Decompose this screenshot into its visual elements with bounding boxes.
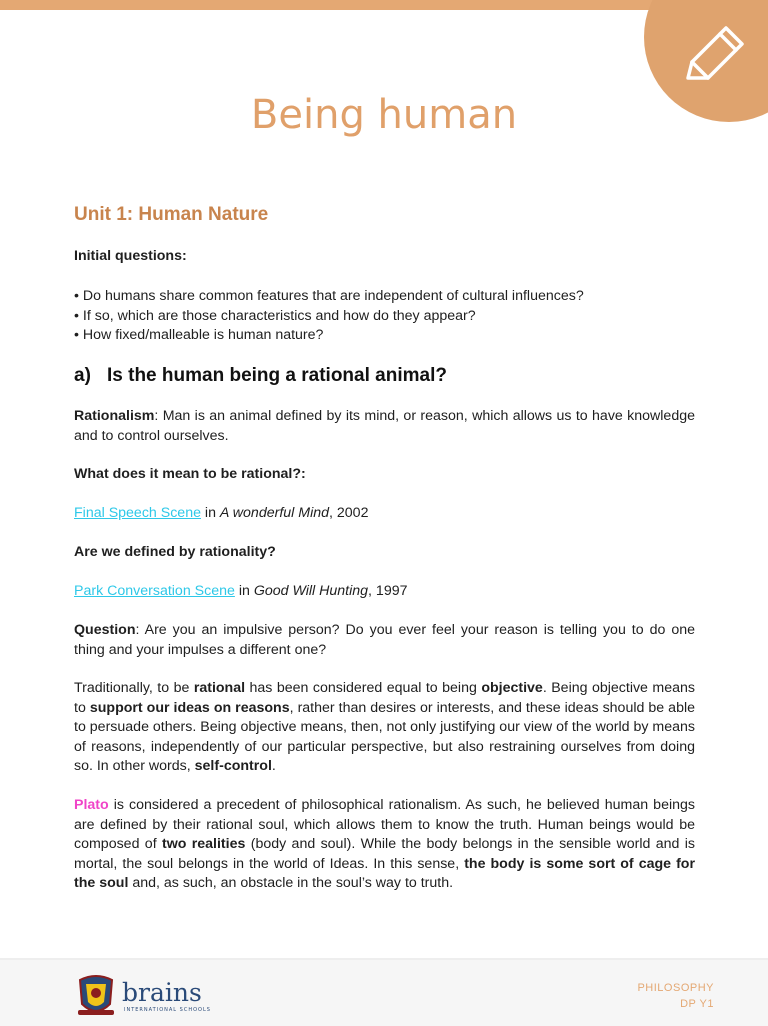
plato-name: Plato xyxy=(74,797,109,813)
list-item: • Do humans share common features that are independent of cultural influences? xyxy=(74,288,584,304)
logo-subtitle: INTERNATIONAL SCHOOLS xyxy=(124,1007,211,1013)
school-crest-icon xyxy=(74,974,118,1018)
rationalism-text: : Man is an animal defined by its mind, or reason, which allows us to have knowledge and to control ourselves. xyxy=(74,408,695,444)
link-connector: in xyxy=(200,505,220,521)
paragraph-text: (body and soul). While the body belongs in the sensible world and is mortal, the soul belongs in the world of Ideas. In this sense, xyxy=(74,836,695,872)
question-paragraph xyxy=(74,621,695,660)
question-label: Question xyxy=(74,622,136,638)
paragraph-text: . xyxy=(271,758,276,774)
pencil-icon xyxy=(682,22,754,94)
subject-label: PHILOSOPHY xyxy=(637,982,714,994)
initial-questions-label: Initial questions: xyxy=(74,248,187,264)
initial-questions-list xyxy=(74,287,695,346)
list-item: • How fixed/malleable is human nature? xyxy=(74,327,324,343)
link-connector: in xyxy=(234,583,254,599)
paragraph-text: and, as such, an obstacle in the soul’s way to truth. xyxy=(128,875,454,891)
rationalism-term: Rationalism xyxy=(74,408,155,424)
page-title: Being human xyxy=(250,92,518,138)
course-label xyxy=(637,980,714,1012)
paragraph-text: Traditionally, to be xyxy=(74,680,194,696)
level-label: DP Y1 xyxy=(680,998,714,1010)
paragraph-text: , rather than desires or interests, and these ideas should be able to persuade others. Being objective means, then, not only justifying our view of the world by means of reasons, independently of our particular perspective, but also restraining ourselves from doing so. In other words, xyxy=(74,699,696,774)
emphasis-rational: rational xyxy=(193,680,246,696)
list-item: • If so, which are those characteristics and how do they appear? xyxy=(74,307,476,324)
unit-title: Unit 1: Human Nature xyxy=(74,204,269,225)
question-rational: What does it mean to be rational?: xyxy=(74,466,306,482)
film-reference-1 xyxy=(74,504,695,524)
question-text: : Are you an impulsive person? Do you ever feel your reason is telling you to do one thing and your impulses a different one? xyxy=(74,622,695,658)
emphasis-body-cage: the body is some sort of cage for the soul xyxy=(74,855,695,891)
page-footer xyxy=(0,958,768,1026)
emphasis-self-control: self-control xyxy=(194,758,272,774)
film-title: Good Will Hunting xyxy=(253,583,369,599)
emphasis-support-ideas: support our ideas on reasons xyxy=(89,699,290,716)
plato-paragraph xyxy=(74,796,695,894)
paragraph-text: has been considered equal to being xyxy=(245,680,482,696)
film-year: , 1997 xyxy=(368,583,408,599)
film-title: A wonderful Mind xyxy=(219,505,330,521)
film-year: , 2002 xyxy=(329,505,369,521)
brains-logo xyxy=(74,974,244,1018)
paragraph-text: is considered a precedent of philosophical rationalism. As such, he believed human beings are defined by their rational soul, which allows them to know the truth. Human beings would be composed of xyxy=(74,797,695,852)
objectivity-paragraph xyxy=(74,679,695,777)
emphasis-objective: objective xyxy=(481,680,543,696)
question-defined: Are we defined by rationality? xyxy=(74,544,276,560)
park-conversation-link[interactable]: Park Conversation Scene xyxy=(74,583,235,599)
section-letter: a) xyxy=(74,365,91,386)
final-speech-link[interactable]: Final Speech Scene xyxy=(74,505,201,521)
section-a-heading xyxy=(74,366,695,386)
emphasis-two-realities: two realities xyxy=(161,836,246,852)
film-reference-2 xyxy=(74,582,695,602)
section-heading-text: Is the human being a rational animal? xyxy=(107,365,447,386)
rationalism-definition xyxy=(74,407,695,446)
logo-wordmark: brains xyxy=(122,978,202,1007)
paragraph-text: . Being objective means to xyxy=(74,680,695,716)
